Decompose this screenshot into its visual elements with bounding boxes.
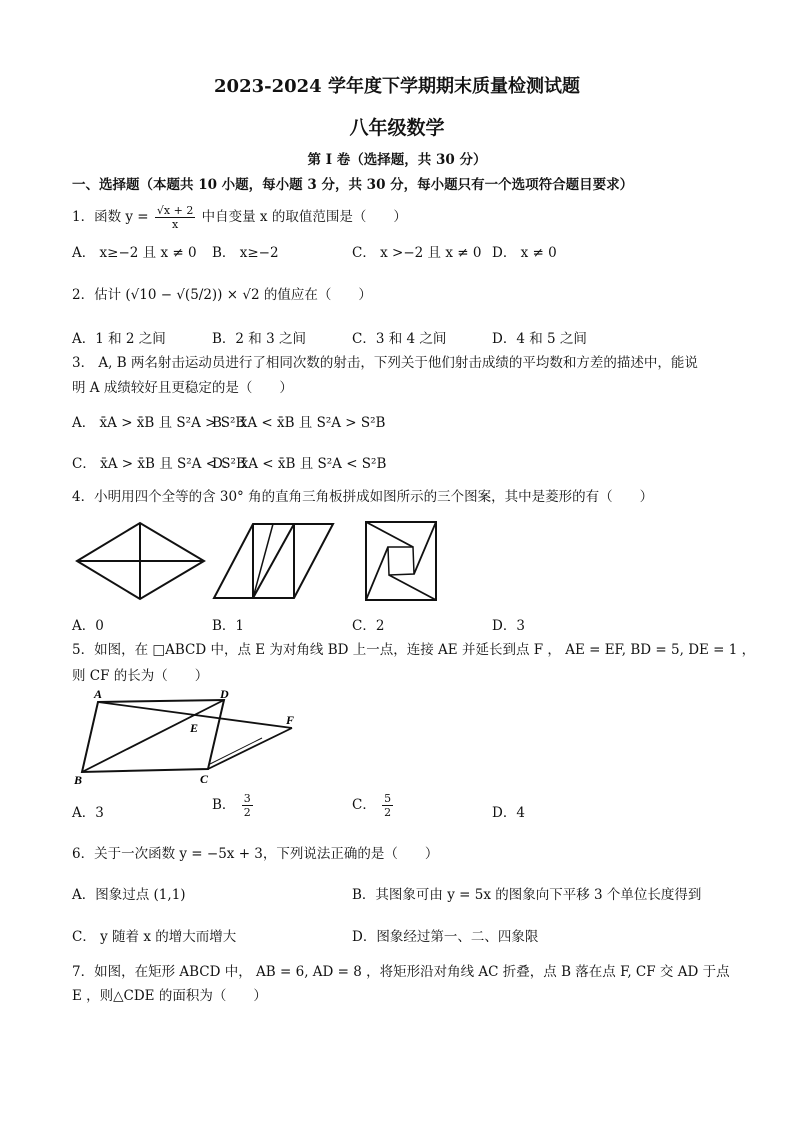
q5-option-b-fraction xyxy=(242,792,253,819)
q5-option-b-numerator: 3 xyxy=(243,792,251,805)
q5-label-a: A xyxy=(94,687,103,701)
q5-option-b-denominator: 2 xyxy=(243,806,251,819)
q3-option-a: A． x̄A > x̄B 且 S²A > S²B xyxy=(72,415,246,431)
q6-option-a: A．图象过点 (1,1) xyxy=(72,887,186,903)
question-3-line-1: 3． A, B 两名射击运动员进行了相同次数的射击，下列关于他们射击成绩的平均数和方差的描述中，能说 xyxy=(72,355,698,371)
section-heading: 第 I 卷（选择题，共 30 分） xyxy=(307,152,487,168)
q3-option-d: D． x̄A < x̄B 且 S²A < S²B xyxy=(212,456,387,472)
q5-option-c-denominator: 2 xyxy=(384,806,392,819)
q6-option-b: B．其图象可由 y = 5x 的图象向下平移 3 个单位长度得到 xyxy=(352,887,702,903)
question-4: 4．小明用四个全等的含 30° 角的直角三角板拼成如图所示的三个图案，其中是菱形的有（ ） xyxy=(72,489,654,505)
q2-option-b: B．2 和 3 之间 xyxy=(212,331,306,347)
q4-option-d: D．3 xyxy=(492,618,525,634)
q5-option-c-prefix: C． xyxy=(352,797,376,813)
q2-option-d: D．4 和 5 之间 xyxy=(492,331,587,347)
q1-option-d: D． x ≠ 0 xyxy=(492,245,557,261)
q4-option-a: A．0 xyxy=(72,618,104,634)
q5-option-b xyxy=(212,792,255,819)
q5-label-f: F xyxy=(286,713,295,727)
q4-option-c: C．2 xyxy=(352,618,385,634)
q2-option-c: C．3 和 4 之间 xyxy=(352,331,447,347)
q1-denominator: x xyxy=(172,218,179,231)
exam-subtitle: 八年级数学 xyxy=(349,117,445,139)
question-5-line-2: 则 CF 的长为（ ） xyxy=(72,668,209,684)
question-1 xyxy=(72,204,407,231)
q4-option-b: B．1 xyxy=(212,618,245,634)
q6-option-d: D．图象经过第一、二、四象限 xyxy=(352,929,539,945)
q1-option-b: B． x≥−2 xyxy=(212,245,279,261)
question-6: 6．关于一次函数 y = −5x + 3，下列说法正确的是（ ） xyxy=(72,846,439,862)
q5-label-e: E xyxy=(190,721,199,735)
part-heading: 一、选择题（本题共 10 小题，每小题 3 分，共 30 分，每小题只有一个选项符合题目要求） xyxy=(72,177,634,193)
q1-option-c: C． x >−2 且 x ≠ 0 xyxy=(352,245,482,261)
question-2: 2．估计 (√10 − √(5/2)) × √2 的值应在（ ） xyxy=(72,287,372,303)
q5-option-c-fraction xyxy=(382,792,393,819)
q1-fraction xyxy=(155,204,195,231)
q5-option-a: A．3 xyxy=(72,805,104,821)
q4-figure-rhombus xyxy=(74,518,210,604)
q1-suffix: 中自变量 x 的取值范围是（ ） xyxy=(201,209,407,225)
q5-label-d: D xyxy=(220,687,229,701)
question-7-line-2: E ，则△CDE 的面积为（ ） xyxy=(72,988,267,1004)
q5-option-b-prefix: B． xyxy=(212,797,236,813)
question-3-line-2: 明 A 成绩较好且更稳定的是（ ） xyxy=(72,380,293,396)
q6-option-c: C． y 随着 x 的增大而增大 xyxy=(72,929,237,945)
q5-label-b: B xyxy=(74,773,83,787)
q5-option-d: D．4 xyxy=(492,805,525,821)
q5-figure-parallelogram xyxy=(72,686,308,790)
q5-option-c-numerator: 5 xyxy=(384,792,392,805)
q4-figure-square xyxy=(363,518,439,604)
q3-option-c: C． x̄A > x̄B 且 S²A < S²B xyxy=(72,456,246,472)
q2-option-a: A．1 和 2 之间 xyxy=(72,331,166,347)
q5-option-c xyxy=(352,792,395,819)
question-5-line-1: 5．如图，在 □ABCD 中，点 E 为对角线 BD 上一点，连接 AE 并延长到点 F ， AE = EF, BD = 5, DE = 1 ， xyxy=(72,642,756,658)
q1-numerator: √x + 2 xyxy=(156,204,194,217)
q4-figure-parallelogram xyxy=(211,518,337,604)
exam-title: 2023-2024 学年度下学期期末质量检测试题 xyxy=(214,76,580,97)
q3-option-b: B． x̄A < x̄B 且 S²A > S²B xyxy=(212,415,386,431)
q5-label-c: C xyxy=(200,772,209,786)
q1-option-a: A． x≥−2 且 x ≠ 0 xyxy=(72,245,197,261)
question-7-line-1: 7．如图，在矩形 ABCD 中， AB = 6, AD = 8 ，将矩形沿对角线 AC 折叠，点 B 落在点 F, CF 交 AD 于点 xyxy=(72,964,730,980)
q1-prefix: 1．函数 y = xyxy=(72,209,149,225)
